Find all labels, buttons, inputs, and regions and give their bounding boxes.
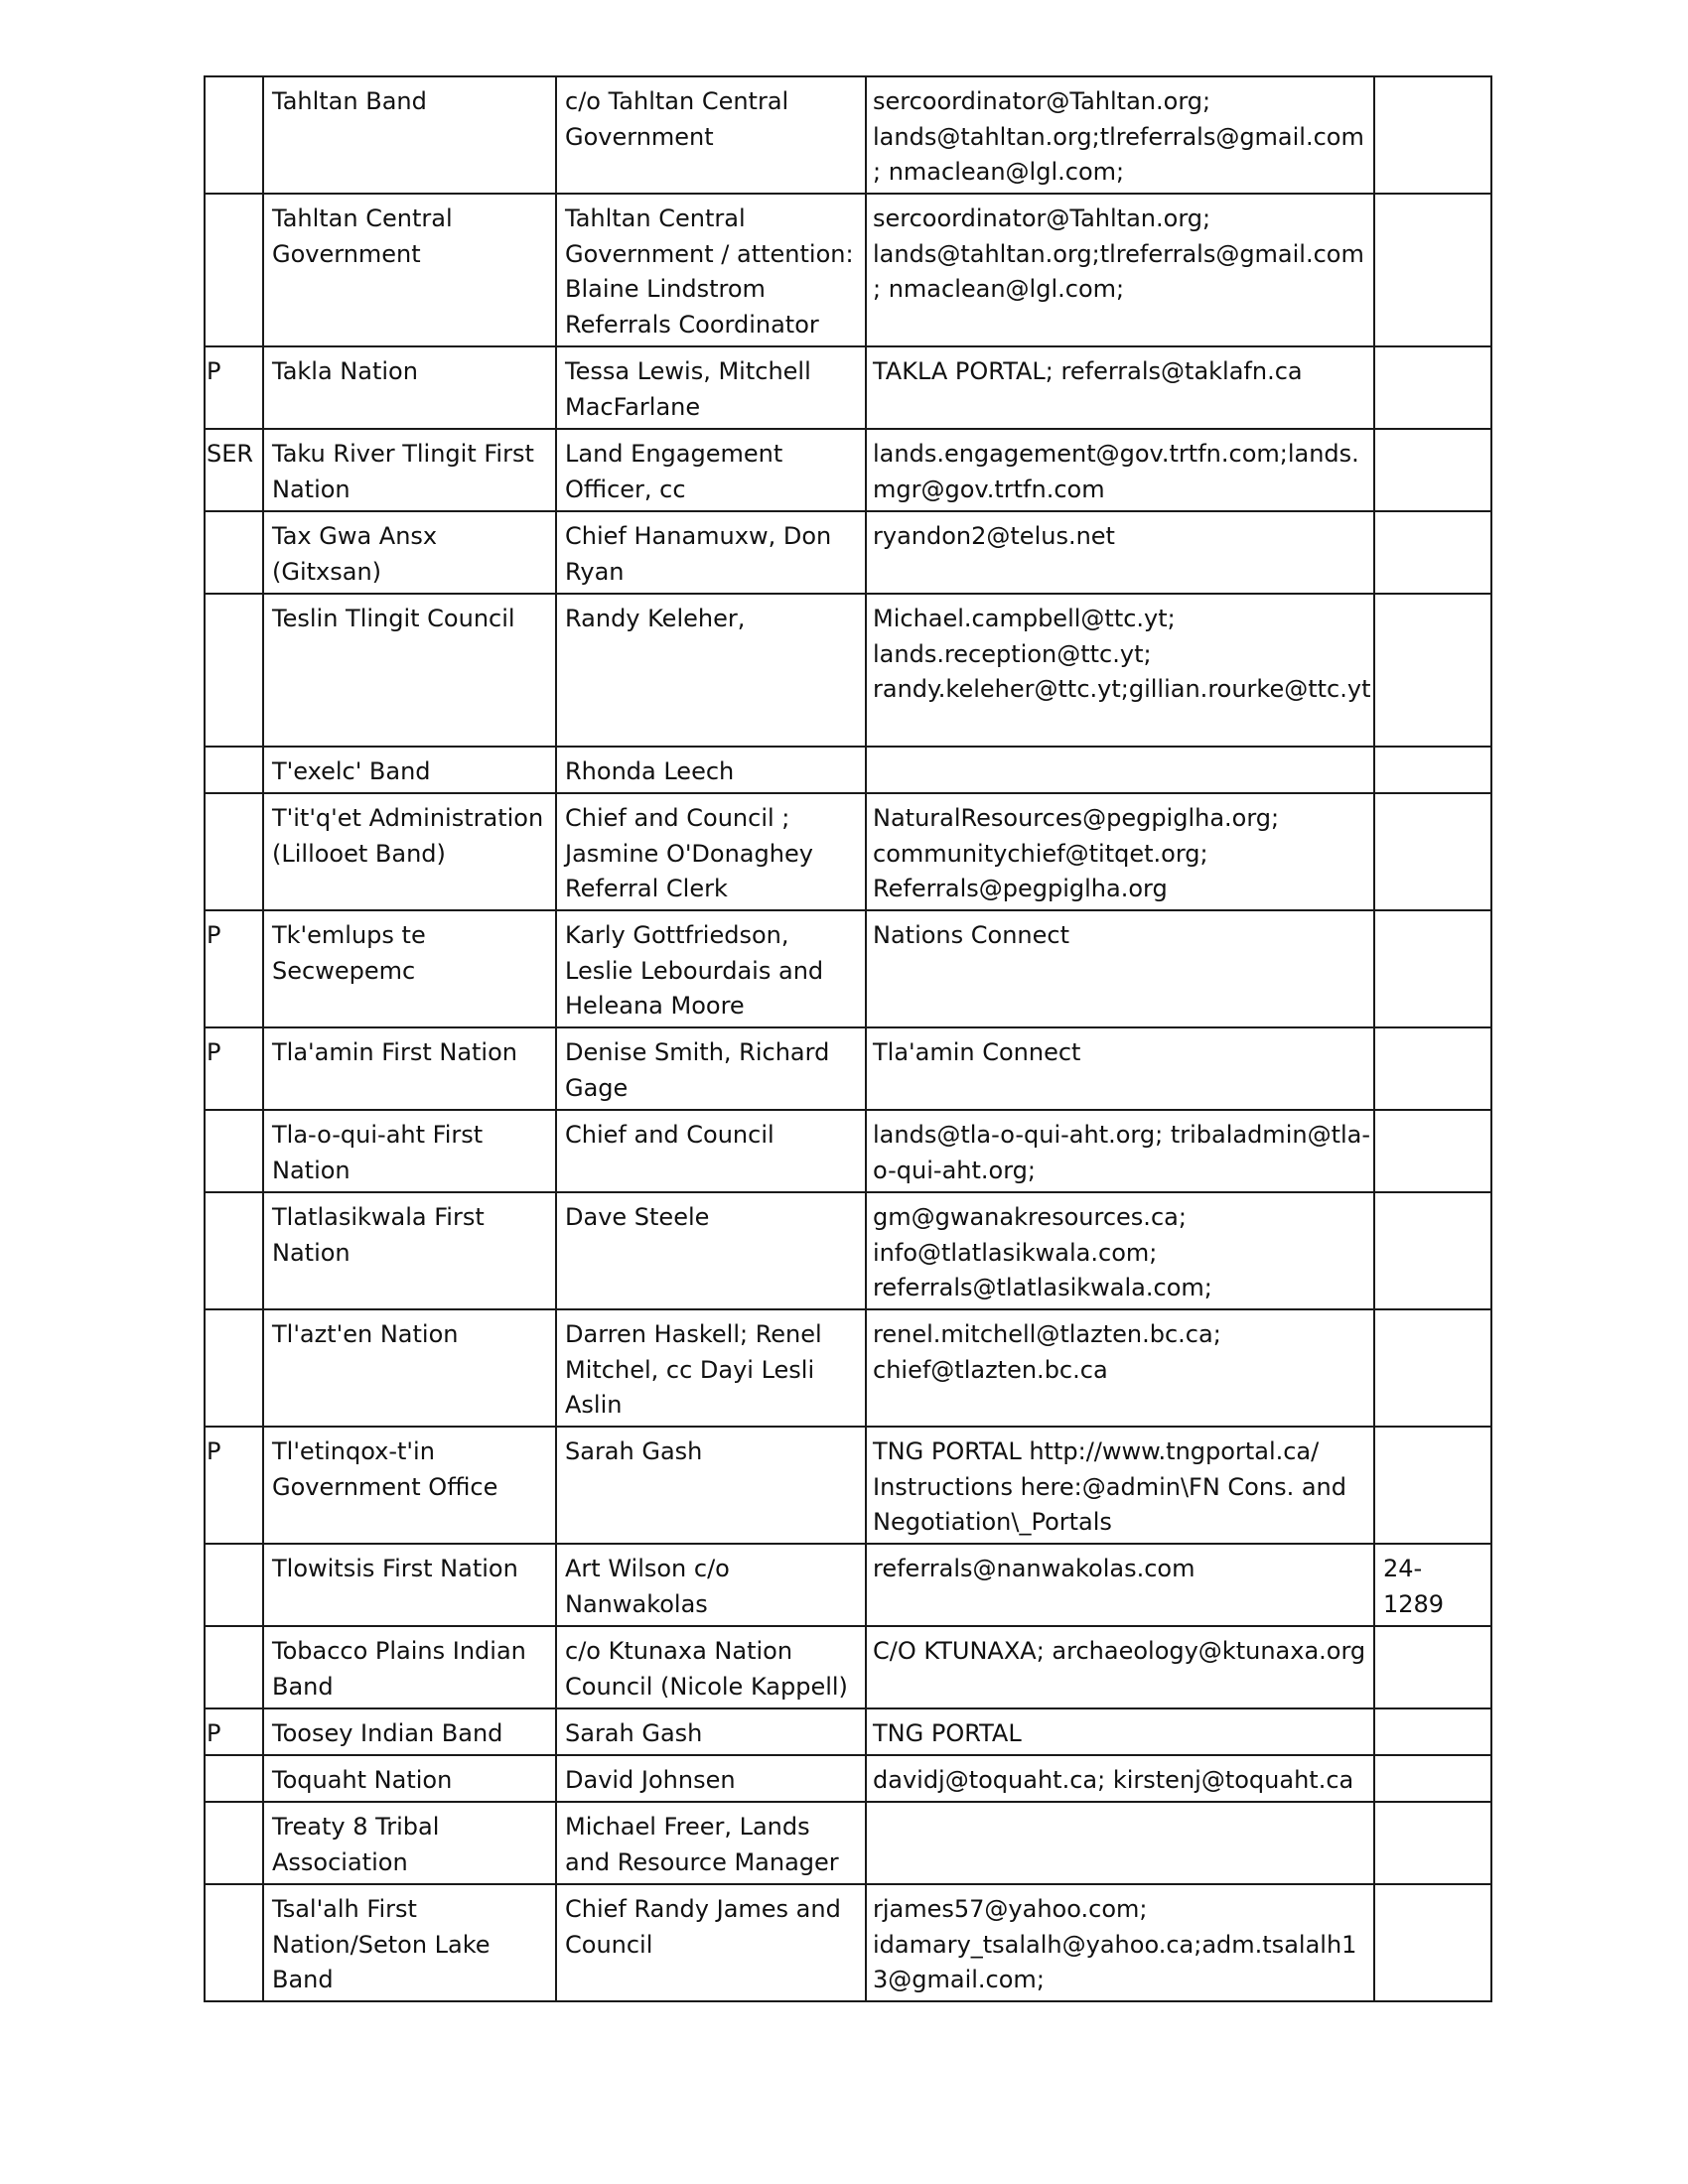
file-number-cell bbox=[1374, 1309, 1491, 1427]
nation-name-cell: Takla Nation bbox=[263, 346, 556, 429]
contacts-table bbox=[204, 75, 1492, 2002]
file-number-cell bbox=[1374, 76, 1491, 194]
table-row bbox=[205, 1708, 1491, 1755]
table-row bbox=[205, 1884, 1491, 2001]
contact-cell: Chief Hanamuxw, Don Ryan bbox=[556, 511, 866, 594]
table-row bbox=[205, 793, 1491, 910]
file-number-cell bbox=[1374, 1802, 1491, 1884]
file-number-cell bbox=[1374, 1110, 1491, 1192]
nation-name-cell: Tk'emlups te Secwepemc bbox=[263, 910, 556, 1027]
email-cell bbox=[866, 1802, 1374, 1884]
table-row bbox=[205, 76, 1491, 194]
email-cell: Tla'amin Connect bbox=[866, 1027, 1374, 1110]
nation-name-cell: T'exelc' Band bbox=[263, 747, 556, 793]
file-number-cell bbox=[1374, 1755, 1491, 1802]
status-flag-cell bbox=[205, 1192, 263, 1309]
status-flag-cell: P bbox=[205, 346, 263, 429]
table-row bbox=[205, 1192, 1491, 1309]
email-cell: referrals@nanwakolas.com bbox=[866, 1544, 1374, 1626]
email-cell bbox=[866, 747, 1374, 793]
nation-name-cell: Tax Gwa Ansx (Gitxsan) bbox=[263, 511, 556, 594]
nation-name-cell: Tla-o-qui-aht First Nation bbox=[263, 1110, 556, 1192]
nation-name-cell: Tahltan Central Government bbox=[263, 194, 556, 346]
file-number-cell bbox=[1374, 1626, 1491, 1708]
nation-name-cell: Tl'etinqox-t'in Government Office bbox=[263, 1427, 556, 1544]
status-flag-cell bbox=[205, 1309, 263, 1427]
status-flag-cell bbox=[205, 1626, 263, 1708]
nation-name-cell: Teslin Tlingit Council bbox=[263, 594, 556, 747]
email-cell: gm@gwanakresources.ca; info@tlatlasikwala.com; referrals@tlatlasikwala.com; bbox=[866, 1192, 1374, 1309]
contact-cell: Randy Keleher, bbox=[556, 594, 866, 747]
email-cell: sercoordinator@Tahltan.org; lands@tahltan.org;tlreferrals@gmail.com; nmaclean@lgl.com; bbox=[866, 194, 1374, 346]
table-row bbox=[205, 1027, 1491, 1110]
status-flag-cell: P bbox=[205, 1427, 263, 1544]
file-number-cell bbox=[1374, 1192, 1491, 1309]
file-number-cell bbox=[1374, 1884, 1491, 2001]
file-number-cell bbox=[1374, 1427, 1491, 1544]
nation-name-cell: Tsal'alh First Nation/Seton Lake Band bbox=[263, 1884, 556, 2001]
contact-cell: Rhonda Leech bbox=[556, 747, 866, 793]
nation-name-cell: Taku River Tlingit First Nation bbox=[263, 429, 556, 511]
table-row bbox=[205, 1755, 1491, 1802]
table-row bbox=[205, 429, 1491, 511]
file-number-cell bbox=[1374, 1027, 1491, 1110]
file-number-cell: 24-1289 bbox=[1374, 1544, 1491, 1626]
status-flag-cell bbox=[205, 1544, 263, 1626]
contact-cell: Michael Freer, Lands and Resource Manager bbox=[556, 1802, 866, 1884]
file-number-cell bbox=[1374, 194, 1491, 346]
table-row bbox=[205, 1802, 1491, 1884]
nation-name-cell: T'it'q'et Administration (Lillooet Band) bbox=[263, 793, 556, 910]
file-number-cell bbox=[1374, 594, 1491, 747]
nation-name-cell: Toosey Indian Band bbox=[263, 1708, 556, 1755]
contact-cell: Tahltan Central Government / attention: Blaine Lindstrom Referrals Coordinator bbox=[556, 194, 866, 346]
email-cell: C/O KTUNAXA; archaeology@ktunaxa.org bbox=[866, 1626, 1374, 1708]
contact-cell: Dave Steele bbox=[556, 1192, 866, 1309]
contact-cell: Karly Gottfriedson, Leslie Lebourdais and Heleana Moore bbox=[556, 910, 866, 1027]
contact-cell: Art Wilson c/o Nanwakolas bbox=[556, 1544, 866, 1626]
contact-cell: Chief and Council bbox=[556, 1110, 866, 1192]
table-row bbox=[205, 747, 1491, 793]
contact-cell: Sarah Gash bbox=[556, 1427, 866, 1544]
nation-name-cell: Treaty 8 Tribal Association bbox=[263, 1802, 556, 1884]
contact-cell: Denise Smith, Richard Gage bbox=[556, 1027, 866, 1110]
status-flag-cell bbox=[205, 1884, 263, 2001]
contact-cell: Darren Haskell; Renel Mitchel, cc Dayi Lesli Aslin bbox=[556, 1309, 866, 1427]
email-cell: lands.engagement@gov.trtfn.com;lands.mgr@gov.trtfn.com bbox=[866, 429, 1374, 511]
nation-name-cell: Toquaht Nation bbox=[263, 1755, 556, 1802]
nation-name-cell: Tahltan Band bbox=[263, 76, 556, 194]
email-cell: NaturalResources@pegpiglha.org; communitychief@titqet.org; Referrals@pegpiglha.org bbox=[866, 793, 1374, 910]
table-row bbox=[205, 511, 1491, 594]
status-flag-cell bbox=[205, 1802, 263, 1884]
email-cell: ryandon2@telus.net bbox=[866, 511, 1374, 594]
email-cell: lands@tla-o-qui-aht.org; tribaladmin@tla-o-qui-aht.org; bbox=[866, 1110, 1374, 1192]
table-row bbox=[205, 346, 1491, 429]
nation-name-cell: Tobacco Plains Indian Band bbox=[263, 1626, 556, 1708]
nation-name-cell: Tlowitsis First Nation bbox=[263, 1544, 556, 1626]
email-cell: rjames57@yahoo.com; idamary_tsalalh@yahoo.ca;adm.tsalalh13@gmail.com; bbox=[866, 1884, 1374, 2001]
file-number-cell bbox=[1374, 747, 1491, 793]
status-flag-cell bbox=[205, 1755, 263, 1802]
status-flag-cell bbox=[205, 76, 263, 194]
email-cell: Michael.campbell@ttc.yt; lands.reception@ttc.yt; randy.keleher@ttc.yt;gillian.rourke@ttc.yt bbox=[866, 594, 1374, 747]
email-cell: davidj@toquaht.ca; kirstenj@toquaht.ca bbox=[866, 1755, 1374, 1802]
status-flag-cell bbox=[205, 511, 263, 594]
contact-cell: Sarah Gash bbox=[556, 1708, 866, 1755]
file-number-cell bbox=[1374, 793, 1491, 910]
status-flag-cell bbox=[205, 594, 263, 747]
email-cell: TAKLA PORTAL; referrals@taklafn.ca bbox=[866, 346, 1374, 429]
contact-cell: Chief Randy James and Council bbox=[556, 1884, 866, 2001]
status-flag-cell: P bbox=[205, 1027, 263, 1110]
table-row bbox=[205, 594, 1491, 747]
status-flag-cell bbox=[205, 793, 263, 910]
status-flag-cell: P bbox=[205, 1708, 263, 1755]
email-cell: Nations Connect bbox=[866, 910, 1374, 1027]
file-number-cell bbox=[1374, 511, 1491, 594]
file-number-cell bbox=[1374, 1708, 1491, 1755]
contact-cell: Tessa Lewis, Mitchell MacFarlane bbox=[556, 346, 866, 429]
email-cell: TNG PORTAL http://www.tngportal.ca/ Instructions here:@admin\FN Cons. and Negotiation\_Portals bbox=[866, 1427, 1374, 1544]
status-flag-cell bbox=[205, 194, 263, 346]
table-row bbox=[205, 1544, 1491, 1626]
table-row bbox=[205, 1626, 1491, 1708]
status-flag-cell bbox=[205, 747, 263, 793]
contact-cell: Land Engagement Officer, cc bbox=[556, 429, 866, 511]
status-flag-cell: SER bbox=[205, 429, 263, 511]
nation-name-cell: Tla'amin First Nation bbox=[263, 1027, 556, 1110]
table-row bbox=[205, 1309, 1491, 1427]
table-row bbox=[205, 194, 1491, 346]
nation-name-cell: Tlatlasikwala First Nation bbox=[263, 1192, 556, 1309]
contact-cell: c/o Tahltan Central Government bbox=[556, 76, 866, 194]
contact-cell: David Johnsen bbox=[556, 1755, 866, 1802]
email-cell: renel.mitchell@tlazten.bc.ca; chief@tlazten.bc.ca bbox=[866, 1309, 1374, 1427]
contact-cell: Chief and Council ; Jasmine O'Donaghey Referral Clerk bbox=[556, 793, 866, 910]
email-cell: sercoordinator@Tahltan.org; lands@tahltan.org;tlreferrals@gmail.com; nmaclean@lgl.com; bbox=[866, 76, 1374, 194]
file-number-cell bbox=[1374, 429, 1491, 511]
contact-cell: c/o Ktunaxa Nation Council (Nicole Kappell) bbox=[556, 1626, 866, 1708]
status-flag-cell: P bbox=[205, 910, 263, 1027]
table-row bbox=[205, 1427, 1491, 1544]
email-cell: TNG PORTAL bbox=[866, 1708, 1374, 1755]
table-row bbox=[205, 1110, 1491, 1192]
file-number-cell bbox=[1374, 346, 1491, 429]
table-row bbox=[205, 910, 1491, 1027]
file-number-cell bbox=[1374, 910, 1491, 1027]
status-flag-cell bbox=[205, 1110, 263, 1192]
nation-name-cell: Tl'azt'en Nation bbox=[263, 1309, 556, 1427]
